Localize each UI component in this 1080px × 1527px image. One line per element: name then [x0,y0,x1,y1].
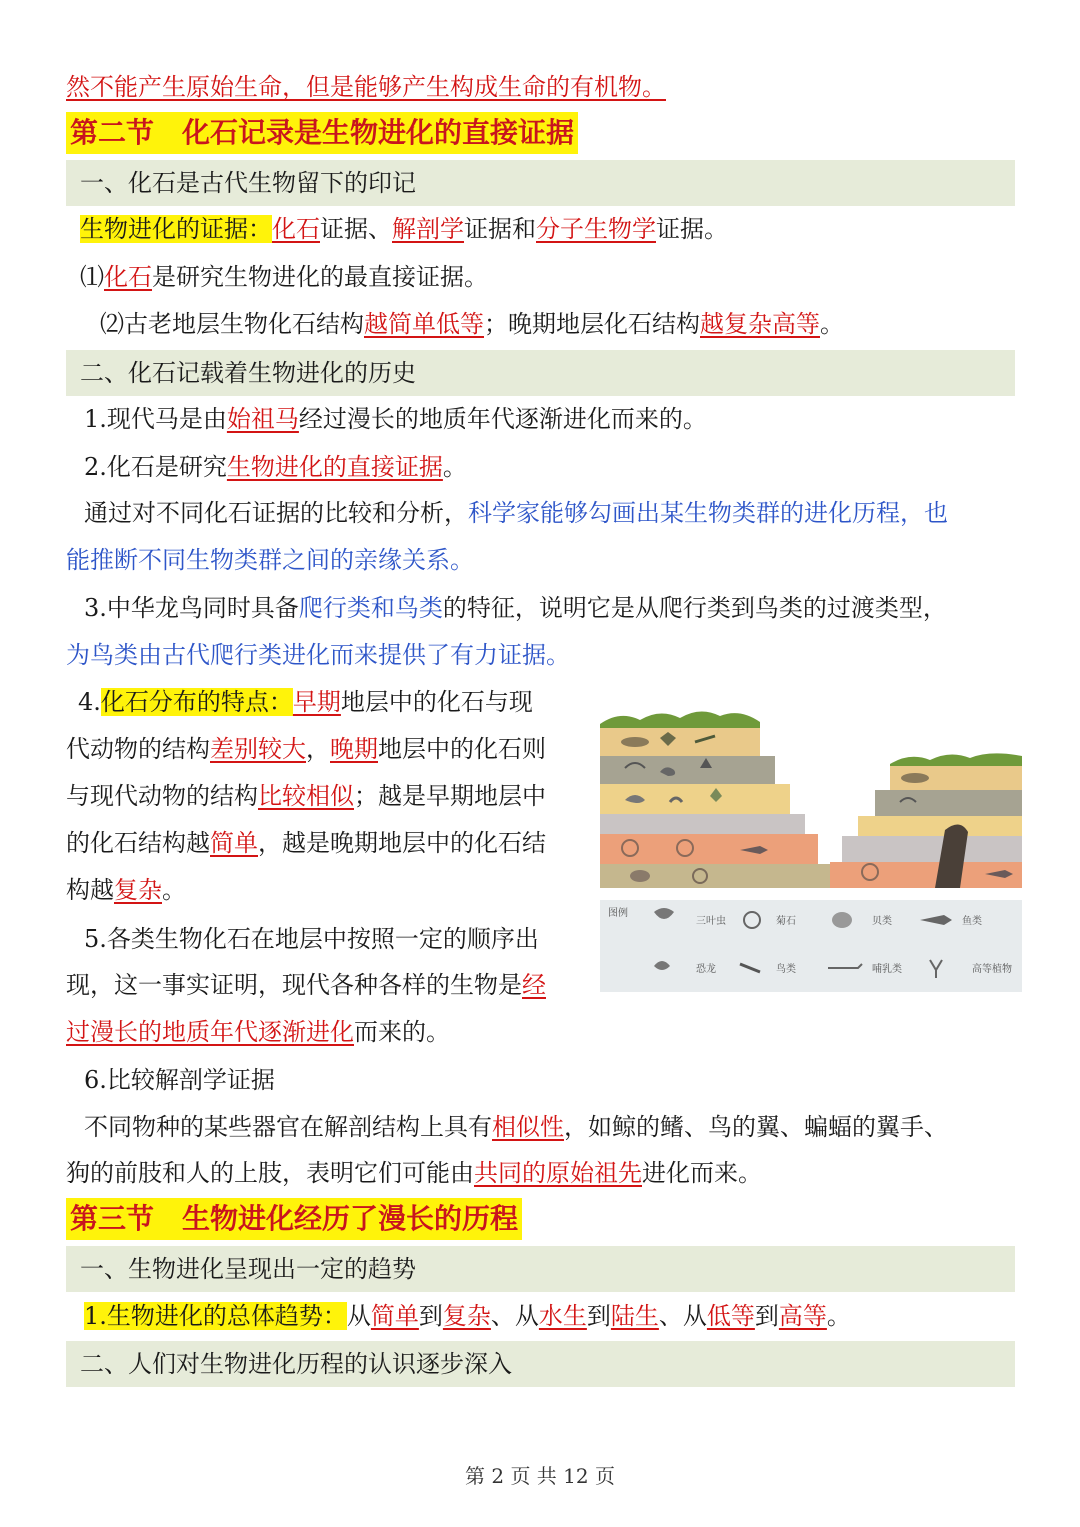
item-6-p2a: 狗的前肢和人的上肢，表明它们可能由 [66,1159,474,1187]
strata-right [830,753,1022,888]
item-3-tail: 的特征，说明它是从爬行类到鸟类的过渡类型， [442,594,947,622]
item-4-line1 [78,685,533,719]
trend-c: 、从 [490,1302,539,1330]
page-footer: 第 2 页 共 12 页 [465,1464,615,1488]
item-3-line2: 为鸟类由古代爬行类进化而来提供了有力证据。 [66,641,570,669]
legend-fish: 鱼类 [962,916,982,927]
item-4-l4b: ，越是晚期地层中的化石结 [258,829,546,857]
item-2-key: 生物进化的直接证据 [226,453,443,481]
item-1-prefix: 1.现代马是由 [84,405,227,433]
item-4-line5 [66,873,186,907]
trend-b: 到 [418,1302,443,1330]
analysis-prefix: 通过对不同化石证据的比较和分析， [84,499,468,527]
evidence-end: 证据。 [656,215,728,243]
item-5-key2: 过漫长的地质年代逐渐进化 [66,1018,354,1046]
trend-aquatic: 水生 [538,1302,587,1330]
item-4-key-simple: 简单 [210,829,258,857]
analysis-line2: 能推断不同生物类群之间的亲缘关系。 [66,546,474,574]
item-4-l2a: 代动物的结构 [66,735,210,763]
stratum-layer [858,816,1022,836]
stratum-layer [600,834,818,864]
item-4-l2c: 地层中的化石则 [378,735,546,763]
legend-bird: 鸟类 [776,964,796,975]
evidence-anatomy: 解剖学 [392,215,464,243]
item-5-l2a: 现，这一事实证明，现代各种各样的生物是 [66,971,522,999]
point-1-tail: 是研究生物进化的最直接证据。 [152,263,488,291]
fossil-strata-figure [600,702,1022,992]
item-1-tail: 经过漫长的地质年代逐渐进化而来的。 [298,405,707,433]
item-2-prefix: 2.化石是研究 [84,453,227,481]
legend-shellfish: 贝类 [872,916,892,927]
section2-title: 第二节 化石记录是生物进化的直接证据 [66,112,578,154]
shell-icon [832,912,852,928]
analysis-blue1: 科学家能够勾画出某生物类群的进化历程，也 [468,499,948,527]
point-1-prefix: ⑴ [80,263,104,291]
legend-mammal: 哺乳类 [872,964,902,975]
grass-surface [890,753,1022,768]
section3-part2-heading: 二、人们对生物进化历程的认识逐步深入 [66,1341,1015,1387]
item-6-p2b: 进化而来。 [642,1159,762,1187]
item-5-key1: 经 [522,971,546,999]
item-4-key-late: 晚期 [330,735,378,763]
trend-simple: 简单 [370,1302,419,1330]
trend-a: 从 [346,1302,371,1330]
item-5-line2 [66,968,546,1002]
item-3-blue: 爬行类和鸟类 [298,594,443,622]
item-6-p1a: 不同物种的某些器官在解剖结构上具有 [84,1113,492,1141]
item-2-tail: 。 [442,453,467,481]
item-6-p1b: ，如鲸的鳍、鸟的翼、蝙蝠的翼手、 [564,1113,948,1141]
item-4-l3a: 与现代动物的结构 [66,782,258,810]
section3-part1-heading: 一、生物进化呈现出一定的趋势 [66,1246,1015,1292]
evidence-molecular: 分子生物学 [536,215,656,243]
item-6-key-ancestor: 共同的原始祖先 [474,1159,642,1187]
section2-part1-heading: 一、化石是古代生物留下的印记 [66,160,1015,206]
item-3-prefix: 3.中华龙鸟同时具备 [84,594,299,622]
point-1-key: 化石 [104,263,152,291]
strata-left [600,711,830,888]
point-1 [80,260,488,294]
item-6-para1 [84,1110,948,1144]
trend-d: 到 [586,1302,611,1330]
item-4-num: 4. [78,688,101,716]
item-5-line3 [66,1015,450,1049]
trend-g: 。 [826,1302,851,1330]
item-4-key-complex: 复杂 [114,876,162,904]
trend-low: 低等 [706,1302,755,1330]
item-4-l5a: 构越 [66,876,114,904]
stratum-layer [600,756,775,784]
point-2 [100,307,844,341]
item-4-label: 化石分布的特点： [100,688,293,716]
item-6: 6.比较解剖学证据 [84,1066,275,1094]
item-4-key-early: 早期 [292,688,341,716]
item-4-key-diff: 差别较大 [210,735,306,763]
legend-ammonite: 菊石 [776,916,796,927]
legend-dinosaur: 恐龙 [696,964,716,975]
trend-terrestrial: 陆生 [610,1302,659,1330]
item-2 [84,450,467,484]
item-6-para2 [66,1156,762,1190]
trend-line [84,1299,851,1333]
item-3 [84,591,947,625]
trend-label: 1.生物进化的总体趋势： [84,1302,347,1330]
trend-e: 、从 [658,1302,707,1330]
item-4-l4a: 的化石结构越 [66,829,210,857]
evidence-line [80,212,728,246]
point-2-prefix: ⑵古老地层生物化石结构 [100,310,364,338]
item-4-text1: 地层中的化石与现 [340,688,533,716]
point-2-key2: 越复杂高等 [700,310,820,338]
section3-title: 第三节 生物进化经历了漫长的历程 [66,1198,522,1240]
item-4-line3 [66,779,546,813]
item-4-key-similar: 比较相似 [258,782,354,810]
intro-line: 然不能产生原始生命，但是能够产生构成生命的有机物。 [66,73,666,101]
legend-plant: 高等植物 [972,964,1012,975]
point-2-mid: ；晚期地层化石结构 [484,310,700,338]
item-1-key: 始祖马 [226,405,299,433]
analysis-line1 [84,496,948,530]
legend-trilobite: 三叶虫 [696,916,726,927]
section2-part2-heading: 二、化石记载着生物进化的历史 [66,350,1015,396]
stratum-layer [842,836,1022,862]
item-5-line1: 5.各类生物化石在地层中按照一定的顺序出 [84,925,539,953]
item-1 [84,402,707,436]
evidence-fossil: 化石 [272,215,320,243]
trend-complex: 复杂 [442,1302,491,1330]
trend-f: 到 [754,1302,779,1330]
evidence-label: 生物进化的证据： [80,215,272,243]
legend-title: 图例 [608,908,628,919]
item-5-tail: 而来的。 [354,1018,450,1046]
item-4-l2b: ， [306,735,330,763]
point-2-end: 。 [820,310,844,338]
trend-high: 高等 [778,1302,827,1330]
stratum-layer [875,790,1022,816]
point-2-key1: 越简单低等 [364,310,484,338]
stratum-layer [600,814,805,834]
item-4-line2 [66,732,546,766]
item-4-l3b: ；越是早期地层中 [354,782,546,810]
grass-surface [600,711,760,730]
evidence-sep2: 证据和 [464,215,536,243]
item-4-line4 [66,826,546,860]
item-6-key-similarity: 相似性 [492,1113,564,1141]
item-4-l5b: 。 [162,876,186,904]
evidence-sep1: 证据、 [320,215,392,243]
